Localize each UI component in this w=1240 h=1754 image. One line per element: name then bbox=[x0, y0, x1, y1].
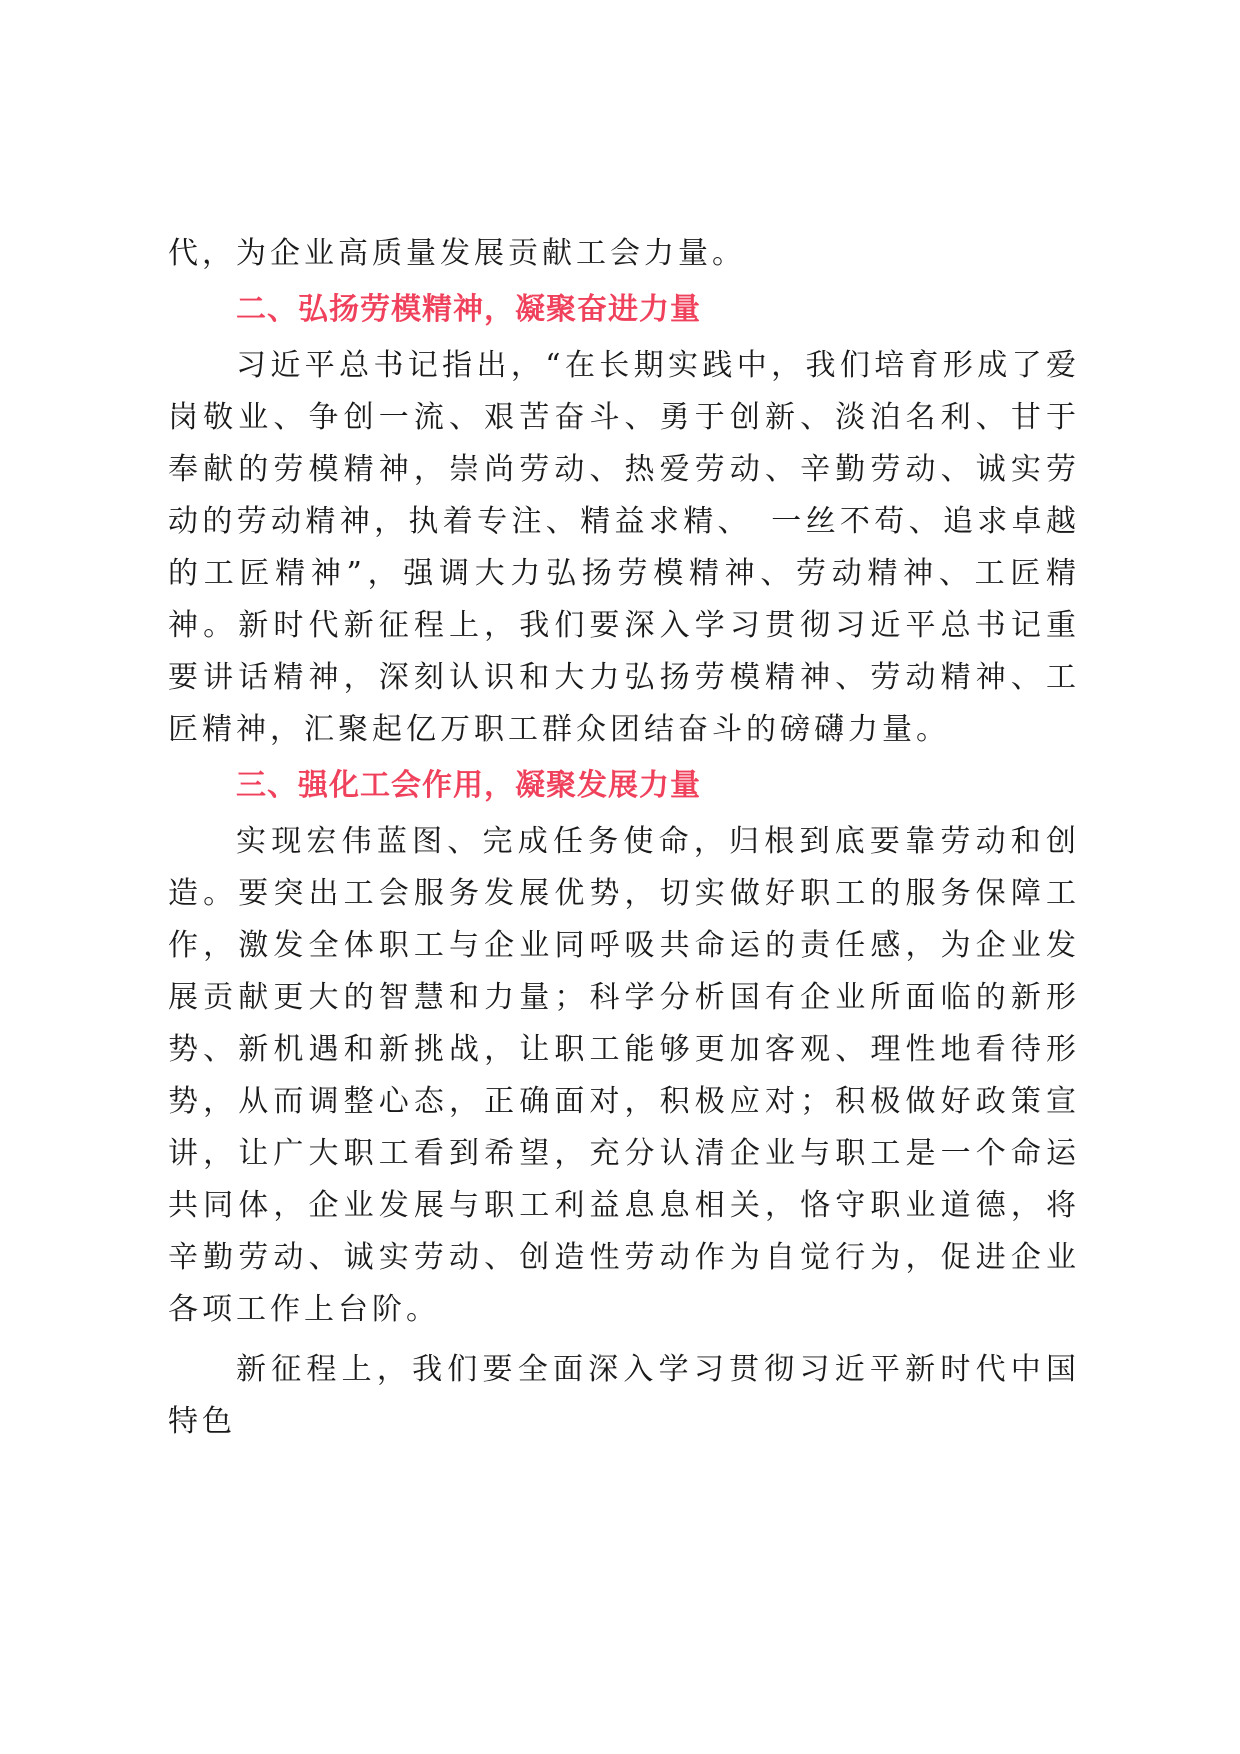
paragraph-union-role: 实现宏伟蓝图、完成任务使命，归根到底要靠劳动和创造。要突出工会服务发展优势，切实做好职工的服务保障工作，激发全体职工与企业同呼吸共命运的责任感，为企业发展贡献更大的智慧和力量；科学分析国有企业所面临的新形势、新机遇和新挑战，让职工能够更加客观、理性地看待形势，从而调整心态，正确面对，积极应对；积极做好政策宣讲，让广大职工看到希望，充分认清企业与职工是一个命运共同体，企业发展与职工利益息息相关，恪守职业道德，将辛勤劳动、诚实劳动、创造性劳动作为自觉行为，促进企业各项工作上台阶。 bbox=[168, 824, 1080, 1327]
section-heading-3: 三、强化工会作用，凝聚发展力量 bbox=[236, 768, 701, 803]
paragraph-new-journey: 新征程上，我们要全面深入学习贯彻习近平新时代中国特色 bbox=[168, 1352, 1080, 1439]
paragraph-continuation: 代，为企业高质量发展贡献工会力量。 bbox=[168, 236, 746, 271]
document-body bbox=[168, 228, 1080, 1448]
paragraph-model-worker-spirit: 习近平总书记指出，“在长期实践中，我们培育形成了爱岗敬业、争创一流、艰苦奋斗、勇于创新、淡泊名利、甘于奉献的劳模精神，崇尚劳动、热爱劳动、辛勤劳动、诚实劳动的劳动精神，执着专注、精益求精、 一丝不苟、追求卓越的工匠精神”，强调大力弘扬劳模精神、劳动精神、工匠精神。新时代新征程上，我们要深入学习贯彻习近平总书记重要讲话精神，深刻认识和大力弘扬劳模精神、劳动精神、工匠精神，汇聚起亿万职工群众团结奋斗的磅礴力量。 bbox=[168, 348, 1080, 747]
section-heading-2: 二、弘扬劳模精神，凝聚奋进力量 bbox=[236, 292, 701, 327]
